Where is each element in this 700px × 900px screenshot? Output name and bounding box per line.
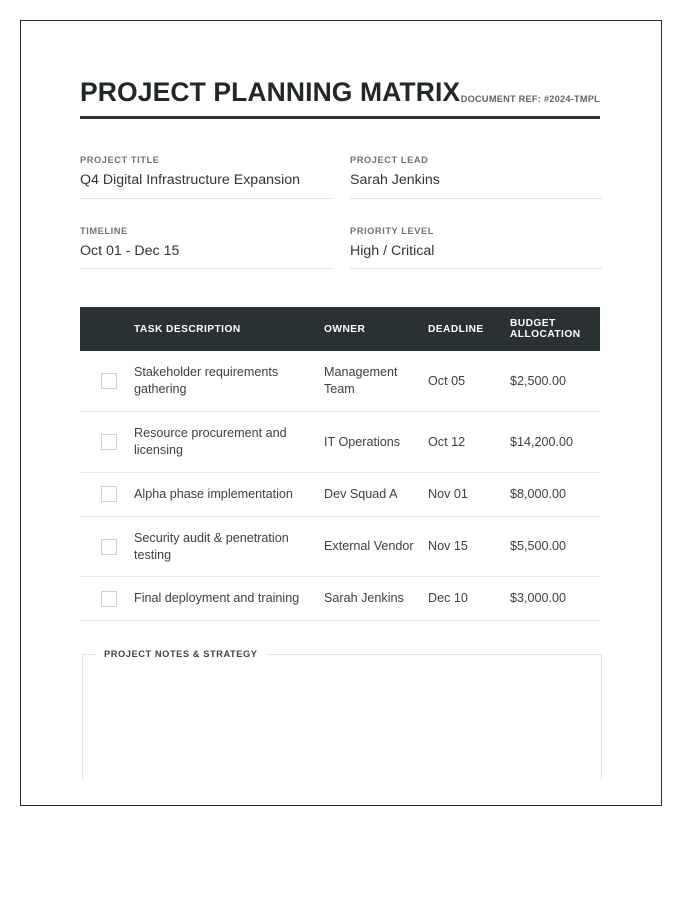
task-table-body: [80, 351, 600, 621]
cell-task: Security audit & penetration testing: [134, 516, 324, 577]
column-header-budget: BUDGET ALLOCATION: [510, 318, 581, 341]
field-priority-level: [350, 226, 602, 270]
cell-deadline: Nov 01: [428, 472, 510, 516]
cell-owner: Management Team: [324, 351, 428, 411]
cell-budget: $3,000.00: [510, 577, 600, 621]
project-notes-section: [82, 649, 602, 779]
table-row: [80, 472, 600, 516]
field-value-project-title[interactable]: Q4 Digital Infrastructure Expansion: [80, 172, 332, 199]
document-page: [20, 20, 662, 806]
cell-task: Stakeholder requirements gathering: [134, 351, 324, 411]
checkbox-icon[interactable]: [101, 539, 117, 555]
cell-owner: Dev Squad A: [324, 472, 428, 516]
table-row: [80, 516, 600, 577]
document-reference: DOCUMENT REF: #2024-TMPL: [460, 93, 600, 104]
cell-owner: IT Operations: [324, 412, 428, 473]
cell-deadline: Nov 15: [428, 516, 510, 577]
cell-owner: Sarah Jenkins: [324, 577, 428, 621]
document-header: [80, 79, 600, 119]
project-meta-fields: [80, 155, 600, 270]
row-checkbox-cell: [80, 412, 134, 473]
field-label-timeline: TIMELINE: [80, 225, 128, 236]
cell-owner: External Vendor: [324, 516, 428, 577]
field-value-priority-level[interactable]: High / Critical: [350, 243, 602, 270]
cell-deadline: Dec 10: [428, 577, 510, 621]
column-header-deadline: DEADLINE: [428, 323, 484, 335]
field-label-project-lead: PROJECT LEAD: [350, 154, 429, 165]
table-row: [80, 412, 600, 473]
task-table-header: [80, 307, 600, 351]
checkbox-icon[interactable]: [101, 486, 117, 502]
cell-task: Resource procurement and licensing: [134, 412, 324, 473]
project-notes-input[interactable]: [83, 659, 601, 779]
row-checkbox-cell: [80, 577, 134, 621]
cell-budget: $8,000.00: [510, 472, 600, 516]
page-title: PROJECT PLANNING MATRIX: [80, 77, 461, 107]
column-header-owner: OWNER: [324, 323, 366, 335]
field-timeline: [80, 226, 332, 270]
row-checkbox-cell: [80, 351, 134, 411]
cell-deadline: Oct 05: [428, 351, 510, 411]
cell-task: Final deployment and training: [134, 577, 324, 621]
cell-budget: $14,200.00: [510, 412, 600, 473]
cell-task: Alpha phase implementation: [134, 472, 324, 516]
page-content: [80, 21, 600, 779]
table-row: [80, 351, 600, 411]
column-header-checkbox: [80, 307, 134, 351]
table-header-row: [80, 307, 600, 351]
checkbox-icon[interactable]: [101, 434, 117, 450]
cell-budget: $2,500.00: [510, 351, 600, 411]
field-label-project-title: PROJECT TITLE: [80, 154, 160, 165]
checkbox-icon[interactable]: [101, 373, 117, 389]
row-checkbox-cell: [80, 516, 134, 577]
field-label-priority-level: PRIORITY LEVEL: [350, 225, 434, 236]
task-table: [80, 307, 600, 621]
column-header-task: TASK DESCRIPTION: [134, 323, 241, 335]
row-checkbox-cell: [80, 472, 134, 516]
cell-deadline: Oct 12: [428, 412, 510, 473]
field-project-title: [80, 155, 332, 199]
checkbox-icon[interactable]: [101, 591, 117, 607]
field-value-timeline[interactable]: Oct 01 - Dec 15: [80, 243, 332, 270]
project-notes-legend: PROJECT NOTES & STRATEGY: [104, 649, 258, 660]
cell-budget: $5,500.00: [510, 516, 600, 577]
field-value-project-lead[interactable]: Sarah Jenkins: [350, 172, 602, 199]
table-row: [80, 577, 600, 621]
field-project-lead: [350, 155, 602, 199]
